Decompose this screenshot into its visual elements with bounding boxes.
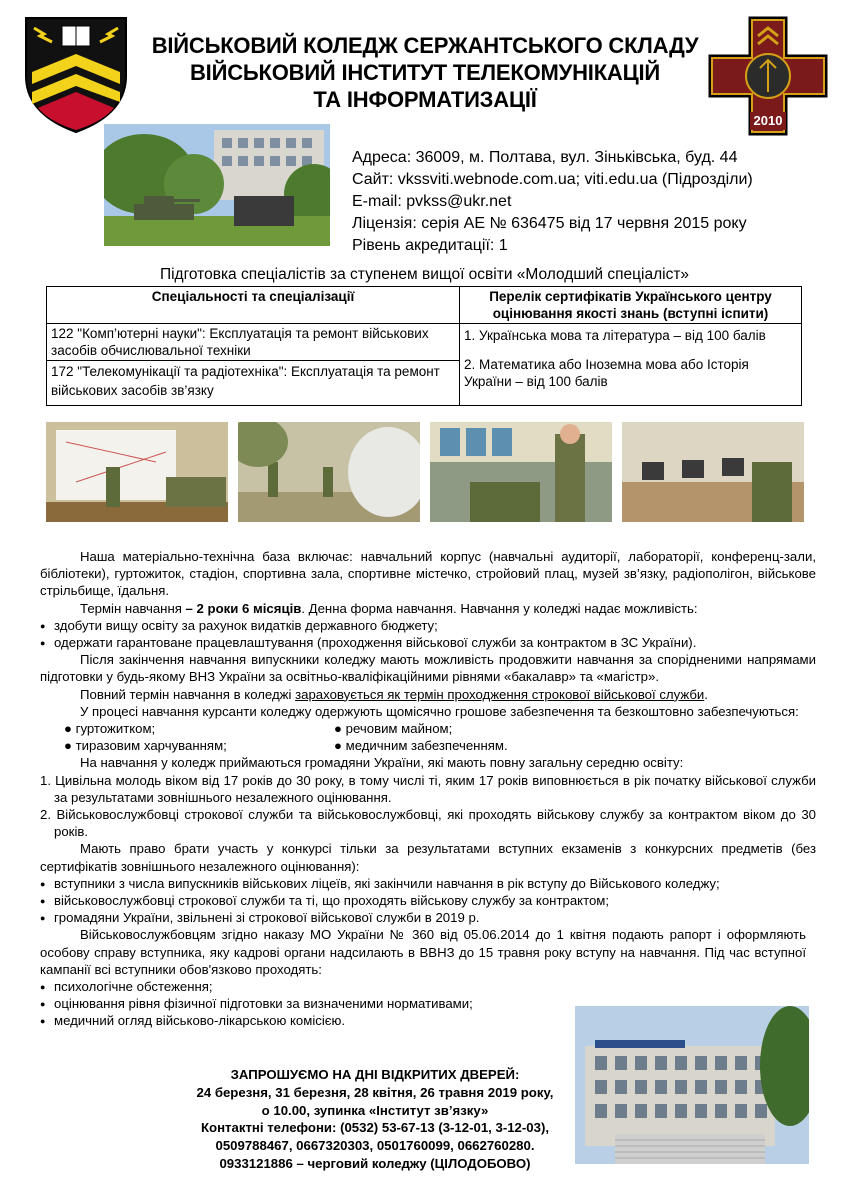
list-item: ● здобути вищу освіту за рахунок видатків державного бюджету; bbox=[40, 617, 816, 634]
website: Сайт: vkssviti.webnode.com.ua; viti.edu.ua (Підрозділи) bbox=[352, 171, 753, 188]
address: Адреса: 36009, м. Полтава, вул. Зіньківська, буд. 44 bbox=[352, 149, 738, 166]
accreditation: Рівень акредитації: 1 bbox=[352, 237, 508, 254]
contact-phones-2: 0509788467, 0667320303, 0501760099, 0662760280. bbox=[215, 1138, 535, 1154]
servicemen-paragraph: Військовослужбовцям згідно наказу МО України № 360 від 05.06.2014 до 1 квітня подають рапорт і оформляють особову справу вступника, яку кадрові органи надсилають в ВВНЗ до 15 травня року вступу на навчання. Під час вступної кампанії всі вступники обов'язково проходять: bbox=[40, 927, 806, 977]
list-item: ● тиразовим харчуванням; bbox=[64, 738, 227, 754]
institute-emblem-icon bbox=[706, 16, 830, 136]
open-days-dates: 24 березня, 31 березня, 28 квітня, 26 травня 2019 року, bbox=[196, 1084, 554, 1100]
provision-paragraph: У процесі навчання курсанти коледжу одержують щомісячно грошове забезпечення та безкоштовно забезпечуються: bbox=[80, 703, 799, 719]
institute-building-photo bbox=[575, 1006, 809, 1164]
computer-lab-photo bbox=[622, 422, 804, 522]
specialty-172: 172 "Телекомунікації та радіотехніка": Експлуатація та ремонт військових засобів зв’язку bbox=[47, 361, 460, 406]
body-text bbox=[40, 548, 816, 1030]
specialties-header: Спеціальності та спеціалізації bbox=[47, 287, 460, 324]
list-item: ● громадяни України, звільнені зі строкової військової служби в 2019 р. bbox=[40, 909, 816, 926]
exam-2: 2. Математика або Іноземна мова або Історія України – від 100 балів bbox=[464, 357, 749, 389]
field-exercise-photo bbox=[238, 422, 420, 522]
service-term-underlined: зараховується як термін проходження строкової військової служби bbox=[295, 686, 705, 702]
list-item: ● оцінювання рівня фізичної підготовки за визначеними нормативами; bbox=[40, 995, 816, 1012]
admission-paragraph: На навчання у коледж приймаються громадяни України, які мають повну загальну середню освіту: bbox=[80, 755, 684, 771]
list-item: ● психологічне обстеження; bbox=[40, 978, 816, 995]
list-item: ● військовослужбовці строкової служби та ті, що проходять військову службу за контрактом; bbox=[40, 892, 816, 909]
program-title: Підготовка спеціалістів за ступенем вищої освіти «Молодший спеціаліст» bbox=[159, 266, 690, 283]
list-item: 2. Військовослужбовці строкової служби та військовослужбовці, які проходять військову службу за контрактом віком до 30 років. bbox=[40, 807, 816, 840]
license: Ліцензія: серія АЕ № 636475 від 17 червня 2015 року bbox=[352, 215, 747, 232]
list-item: ● одержати гарантоване працевлаштування (проходження військової служби за контрактом в ЗС України). bbox=[40, 634, 816, 651]
open-days-time: о 10.00, зупинка «Інститут зв’язку» bbox=[261, 1102, 489, 1118]
title-line-1: ВІЙСЬКОВИЙ КОЛЕДЖ СЕРЖАНТСЬКОГО СКЛАДУ bbox=[151, 33, 699, 58]
provision-list bbox=[40, 737, 816, 754]
specialties-table bbox=[46, 286, 802, 406]
contact-block bbox=[352, 147, 753, 257]
provision-list bbox=[40, 720, 816, 737]
study-term-rest: . Денна форма навчання. Навчання у коледжі надає можливість: bbox=[301, 600, 698, 616]
facilities-paragraph: Наша матеріально-технічна база включає: навчальний корпус (навчальні аудиторії, лабораторії, конференц-зали, бібліотеки), гуртожиток, стадіон, спортивна зала, спортивне містечко, стройовий плац, музей зв’язку, радіополігон, військове стрільбище, їдальня. bbox=[40, 549, 816, 599]
classroom-map-photo bbox=[46, 422, 228, 522]
radio-class-photo bbox=[430, 422, 612, 522]
study-term-label: Термін навчання bbox=[80, 600, 186, 616]
contact-phones: Контактні телефони: (0532) 53-67-13 (3-12-01, 3-12-03), bbox=[200, 1120, 549, 1136]
list-item: ● медичним забезпеченням. bbox=[334, 738, 508, 754]
service-term-label: Повний термін навчання в коледжі bbox=[80, 686, 296, 702]
open-days-footer bbox=[150, 1066, 600, 1173]
specialty-122: 122 "Комп’ютерні науки": Експлуатація та ремонт військових засобів обчислювальної техніки bbox=[47, 324, 460, 361]
title-line-3: ТА ІНФОРМАТИЗАЦІЇ bbox=[313, 87, 537, 112]
training-photos bbox=[46, 422, 804, 522]
study-term-value: – 2 роки 6 місяців bbox=[185, 600, 302, 616]
service-term-end: . bbox=[704, 686, 708, 702]
service-term-paragraph bbox=[40, 686, 816, 703]
open-days-heading: ЗАПРОШУЄМО НА ДНІ ВІДКРИТИХ ДВЕРЕЙ: bbox=[230, 1067, 520, 1082]
list-item: ● речовим майном; bbox=[334, 721, 453, 737]
college-emblem-icon bbox=[22, 14, 130, 136]
certificates-header: Перелік сертифікатів Українського центру оцінювання якості знань (вступні іспити) bbox=[460, 287, 802, 324]
title-line-2: ВІЙСЬКОВИЙ ІНСТИТУТ ТЕЛЕКОМУНІКАЦІЙ bbox=[189, 60, 661, 85]
list-item: 1. Цивільна молодь віком від 17 років до 30 року, в тому числі ті, яким 17 років виповнюється в рік початку військової служби за результатами зовнішнього незалежного оцінювання. bbox=[40, 772, 816, 805]
email: E-mail: pvkss@ukr.net bbox=[352, 193, 512, 210]
page-title bbox=[130, 32, 720, 113]
list-item: ● медичний огляд військово-лікарською комісією. bbox=[40, 1012, 816, 1029]
campus-photo bbox=[104, 124, 330, 246]
contest-paragraph: Мають право брати участь у конкурсі тільки за результатами вступних екзаменів з конкурсних предметів (без сертифікатів зовнішнього незалежного оцінювання): bbox=[40, 841, 816, 874]
graduates-paragraph: Після закінчення навчання випускники коледжу мають можливість продовжити навчання за спорідненими напрямами підготовки у будь-якому ВНЗ України за освітньо-кваліфікаційними рівнями «бакалавр» та «магістр». bbox=[40, 652, 816, 685]
list-item: ● гуртожитком; bbox=[64, 721, 156, 737]
emblem-year: 2010 bbox=[753, 113, 783, 128]
list-item: ● вступники з числа випускників військових ліцеїв, які закінчили навчання в рік вступу до Військового коледжу; bbox=[40, 875, 816, 892]
study-term-paragraph bbox=[40, 600, 816, 617]
exam-1: 1. Українська мова та література – від 100 балів bbox=[464, 328, 766, 343]
duty-phone: 0933121886 – черговий коледжу (ЦІЛОДОБОВО) bbox=[219, 1155, 531, 1171]
